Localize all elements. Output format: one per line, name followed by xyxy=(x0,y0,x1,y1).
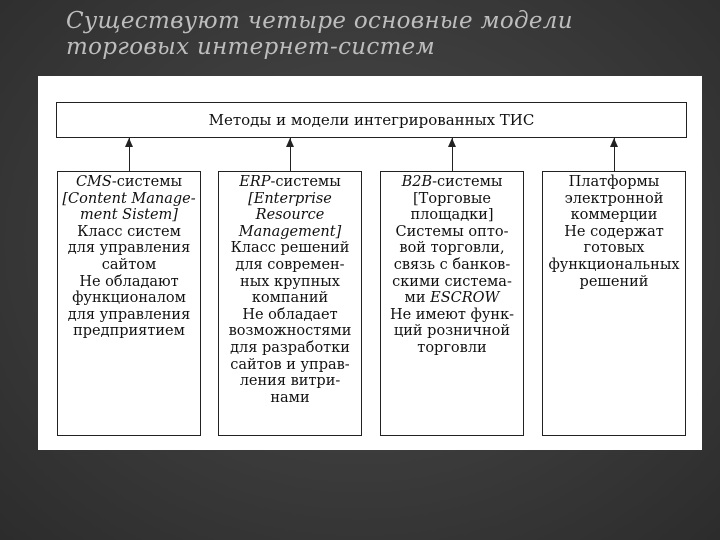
box-text-segment: коммерции xyxy=(570,207,658,224)
box-text-line xyxy=(383,257,521,274)
box-text-line xyxy=(60,290,198,307)
box-cms-systems xyxy=(57,171,201,436)
box-text-line xyxy=(383,307,521,324)
box-text-line xyxy=(383,240,521,257)
box-text-segment: [Content Manage- xyxy=(62,190,196,207)
box-text-line xyxy=(221,207,359,224)
box-text-line xyxy=(221,340,359,357)
box-text-line xyxy=(221,191,359,208)
box-text-line xyxy=(545,240,683,257)
box-text-segment: Не обладают xyxy=(79,273,179,290)
box-text-segment: ми xyxy=(404,290,431,307)
box-text-segment: нами xyxy=(270,389,310,406)
box-text-segment: электронной xyxy=(564,190,664,207)
box-text-segment: торговли xyxy=(417,339,487,356)
box-text-segment: CMS xyxy=(75,174,112,190)
box-text-line xyxy=(60,191,198,208)
box-text-segment: готовых xyxy=(583,240,645,257)
box-text-line xyxy=(221,373,359,390)
box-text-line xyxy=(60,207,198,224)
top-box-methods: Методы и модели интегрированных ТИС xyxy=(56,102,687,138)
box-text-segment: Класс систем xyxy=(77,223,181,240)
box-text-line xyxy=(545,207,683,224)
box-text-line xyxy=(221,323,359,340)
box-b2b-systems xyxy=(380,171,524,436)
box-text-line xyxy=(383,191,521,208)
box-text-line xyxy=(545,174,683,191)
box-text-line xyxy=(60,323,198,340)
box-text-segment: для управления xyxy=(67,306,191,323)
box-text-segment: для современ- xyxy=(235,256,345,273)
box-text-segment: Системы опто- xyxy=(395,223,509,240)
arrowhead-platforms xyxy=(610,138,618,147)
box-text-line xyxy=(60,174,198,191)
box-text-line xyxy=(221,390,359,407)
box-text-suffix: -системы xyxy=(111,174,183,190)
box-text-line xyxy=(383,323,521,340)
box-erp-systems xyxy=(218,171,362,436)
box-text-line xyxy=(383,274,521,291)
box-text-line xyxy=(221,357,359,374)
box-text-segment: Resource xyxy=(255,207,325,224)
box-text-segment: Класс решений xyxy=(230,240,350,257)
box-text-line xyxy=(221,240,359,257)
box-text-line xyxy=(545,257,683,274)
box-text-line xyxy=(545,224,683,241)
box-text-segment: ления витри- xyxy=(239,373,341,390)
box-text-suffix: -системы xyxy=(432,174,503,190)
box-text-line xyxy=(545,274,683,291)
box-text-segment: решений xyxy=(579,273,649,290)
box-text-segment: [Enterprise xyxy=(248,190,332,207)
box-text-line xyxy=(221,290,359,307)
box-text-segment: сайтом xyxy=(101,256,157,273)
box-text-line xyxy=(383,340,521,357)
box-text-segment: ций розничной xyxy=(393,323,511,340)
arrowhead-cms xyxy=(125,138,133,147)
box-text-line xyxy=(60,274,198,291)
box-text-segment: Не обладает xyxy=(242,306,338,323)
box-text-segment: вой торговли, xyxy=(399,240,505,257)
box-text-line xyxy=(383,174,521,191)
diagram-figure xyxy=(38,76,702,450)
box-text-line xyxy=(383,290,521,307)
box-text-segment: связь с банков- xyxy=(393,256,511,273)
slide-title-line-1: Существуют четыре основные модели xyxy=(66,8,573,34)
box-text-line xyxy=(60,307,198,324)
box-text-segment: ment Sistem] xyxy=(80,207,178,224)
box-text-line xyxy=(60,240,198,257)
box-ecommerce-platforms xyxy=(542,171,686,436)
arrowhead-erp xyxy=(286,138,294,147)
slide-title-line-2: торговых интернет-систем xyxy=(66,34,435,60)
box-text-segment: Не имеют функ- xyxy=(389,306,515,323)
arrowhead-b2b xyxy=(448,138,456,147)
box-text-suffix: -системы xyxy=(270,174,341,190)
box-text-segment: Платформы xyxy=(568,174,660,190)
box-text-suffix: ESCROW xyxy=(430,290,500,307)
box-text-line xyxy=(221,307,359,324)
box-text-segment: Не содержат xyxy=(564,223,664,240)
box-text-segment: ных крупных xyxy=(240,273,340,290)
box-text-segment: B2B xyxy=(401,174,433,190)
box-text-segment: сайтов и управ- xyxy=(230,356,350,373)
box-text-segment: для управления xyxy=(67,240,191,257)
box-text-line xyxy=(221,274,359,291)
box-text-segment: площадки] xyxy=(410,207,494,224)
box-text-segment: функциональных xyxy=(548,256,680,273)
slide-title xyxy=(66,8,686,60)
box-text-line xyxy=(221,257,359,274)
box-text-line xyxy=(60,224,198,241)
box-text-line xyxy=(60,257,198,274)
box-text-segment: [Торговые xyxy=(413,190,491,207)
box-text-line xyxy=(545,191,683,208)
box-text-segment: для разработки xyxy=(230,339,350,356)
box-text-segment: скими система- xyxy=(392,273,512,290)
box-text-segment: предприятием xyxy=(73,323,185,340)
box-text-segment: возможностями xyxy=(228,323,352,340)
box-text-line xyxy=(383,224,521,241)
box-text-line xyxy=(383,207,521,224)
box-text-segment: функционалом xyxy=(72,290,186,307)
box-text-line xyxy=(221,224,359,241)
box-text-segment: Management] xyxy=(238,223,342,240)
box-text-line xyxy=(221,174,359,191)
box-text-segment: ERP xyxy=(239,174,271,190)
box-text-segment: компаний xyxy=(251,290,329,307)
